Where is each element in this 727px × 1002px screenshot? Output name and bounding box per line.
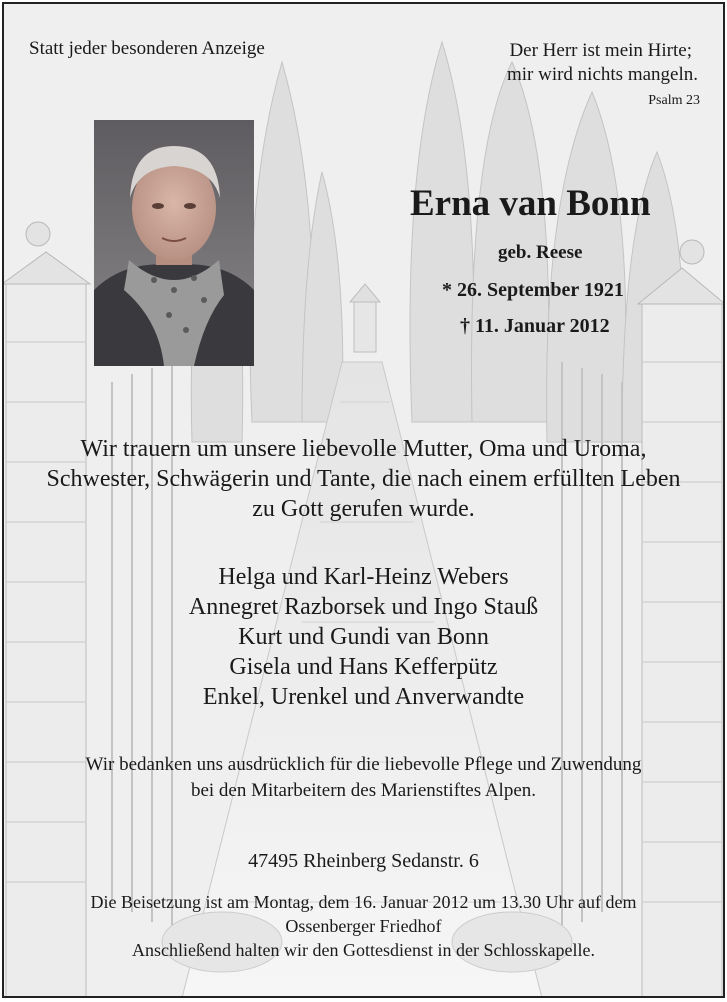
message-line-1: Wir trauern um unsere liebevolle Mutter, Oma und Uroma,	[80, 436, 647, 462]
obituary-page	[2, 2, 725, 998]
mourner-3: Kurt und Gundi van Bonn	[238, 624, 489, 650]
psalm-reference: Psalm 23	[648, 93, 700, 108]
funeral-line-2: Ossenberger Friedhof	[285, 916, 442, 936]
mourner-4: Gisela und Hans Kefferpütz	[229, 654, 498, 680]
portrait-photo	[94, 120, 254, 366]
birth-date: * 26. September 1921	[442, 279, 624, 301]
message-line-2: Schwester, Schwägerin und Tante, die nach einem erfüllten Leben	[46, 466, 681, 492]
message-line-3: zu Gott gerufen wurde.	[252, 496, 475, 522]
mourner-1: Helga und Karl-Heinz Webers	[218, 564, 509, 590]
mourner-2: Annegret Razborsek und Ingo Stauß	[188, 594, 539, 620]
funeral-line-1: Die Beisetzung ist am Montag, dem 16. Januar 2012 um 13.30 Uhr auf dem	[90, 892, 637, 912]
mourner-5: Enkel, Urenkel und Anverwandte	[202, 684, 525, 710]
deceased-name: Erna van Bonn	[410, 183, 651, 224]
header-notice: Statt jeder besonderen Anzeige	[29, 38, 265, 59]
thanks-line-2: bei den Mitarbeitern des Marienstiftes Alpen.	[190, 780, 537, 801]
thanks-line-1: Wir bedanken uns ausdrücklich für die liebevolle Pflege und Zuwendung	[85, 754, 642, 775]
psalm-line-1: Der Herr ist mein Hirte;	[509, 40, 692, 61]
death-date: † 11. Januar 2012	[460, 315, 610, 337]
address: 47495 Rheinberg Sedanstr. 6	[248, 850, 479, 872]
funeral-line-3: Anschließend halten wir den Gottesdienst in der Schlosskapelle.	[132, 940, 595, 960]
maiden-name: geb. Reese	[498, 242, 583, 263]
psalm-line-2: mir wird nichts mangeln.	[506, 64, 698, 85]
